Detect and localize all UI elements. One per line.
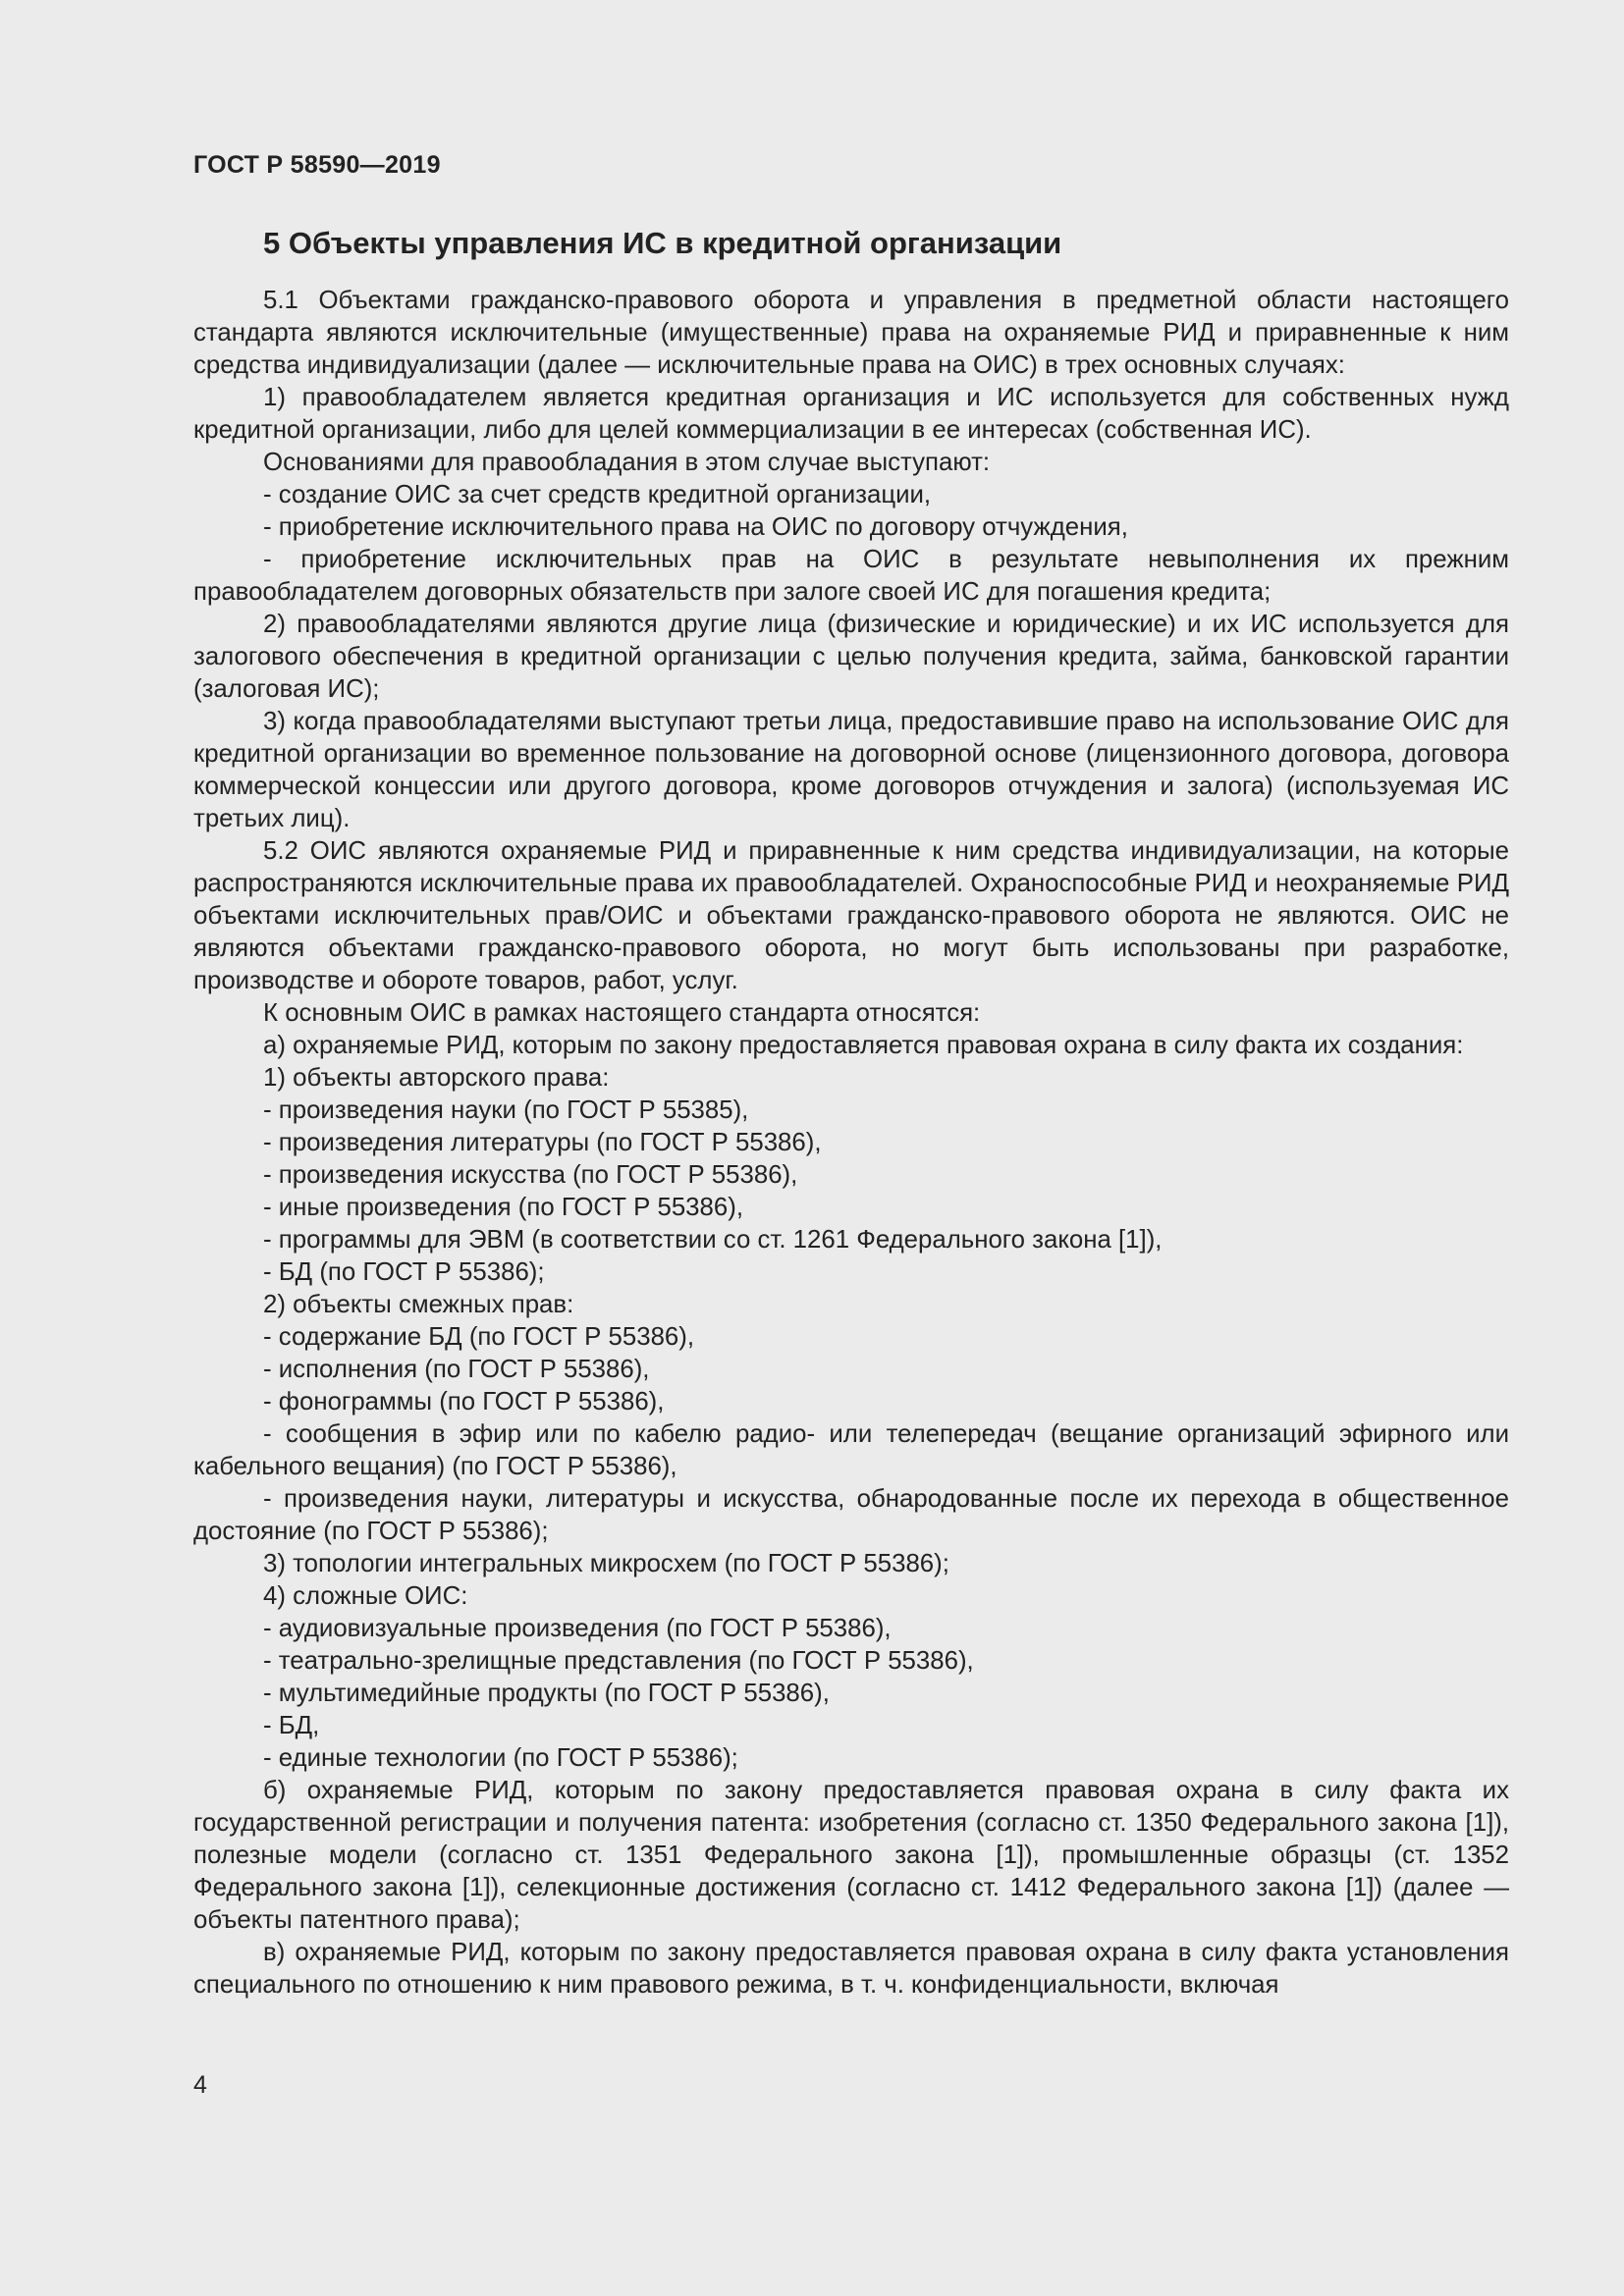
list-item: - иные произведения (по ГОСТ Р 55386), [263, 1194, 743, 1221]
list-item: - единые технологии (по ГОСТ Р 55386); [263, 1744, 738, 1772]
list-item: 2) объекты смежных прав: [263, 1291, 574, 1318]
list-item: - произведения науки (по ГОСТ Р 55385), [263, 1096, 749, 1124]
list-item: 1) правообладателем является кредитная организация и ИС используется для собственных нужд кредитной организации, либо для целей коммерциализации в ее интересах (собственная ИС). [193, 384, 1509, 444]
list-item: - исполнения (по ГОСТ Р 55386), [263, 1356, 650, 1383]
list-item: 1) объекты авторского права: [263, 1064, 610, 1092]
list-item: - БД, [263, 1712, 320, 1739]
list-item: - фонограммы (по ГОСТ Р 55386), [263, 1388, 665, 1415]
standard-code-header: ГОСТ Р 58590—2019 [193, 151, 441, 179]
list-item: б) охраняемые РИД, которым по закону предоставляется правовая охрана в силу факта их государственной регистрации и получения патента: изобретения (согласно ст. 1350 Федерального закона [1]), полезные модели (согласно ст. 1351 Федерального закона [1]), промышленные образцы (ст. 1352 Федерального закона [1]), селекционные достижения (согласно ст. 1412 Федерального закона [1]) (далее — объекты патентного права); [193, 1777, 1509, 1934]
list-item: 3) когда правообладателями выступают третьи лица, предоставившие право на использование ОИС для кредитной организации во временное пользование на договорной основе (лицензионного договора, договора коммерческой концессии или другого договора, кроме договоров отчуждения и залога) (используемая ИС третьих лиц). [193, 708, 1509, 832]
section-title: 5 Объекты управления ИС в кредитной организации [263, 226, 1062, 260]
list-item: а) охраняемые РИД, которым по закону предоставляется правовая охрана в силу факта их создания: [263, 1032, 1464, 1059]
body-text [193, 285, 1509, 2002]
list-item: - приобретение исключительного права на ОИС по договору отчуждения, [263, 513, 1128, 541]
list-item: - программы для ЭВМ (в соответствии со ст. 1261 Федерального закона [1]), [263, 1226, 1163, 1254]
list-item: - содержание БД (по ГОСТ Р 55386), [263, 1323, 695, 1351]
list-item: - БД (по ГОСТ Р 55386); [263, 1258, 545, 1286]
list-item: - аудиовизуальные произведения (по ГОСТ Р 55386), [263, 1615, 892, 1642]
list-item: - произведения науки, литературы и искусства, обнародованные после их перехода в общественное достояние (по ГОСТ Р 55386); [193, 1485, 1509, 1545]
list-item: - театрально-зрелищные представления (по ГОСТ Р 55386), [263, 1647, 974, 1675]
list-item: - произведения литературы (по ГОСТ Р 55386), [263, 1129, 822, 1156]
list-item: в) охраняемые РИД, которым по закону предоставляется правовая охрана в силу факта установления специального по отношению к ним правового режима, в т. ч. конфиденциальности, включая [193, 1939, 1509, 1999]
list-item: - приобретение исключительных прав на ОИС в результате невыполнения их прежним правообладателем договорных обязательств при залоге своей ИС для погашения кредита; [193, 546, 1509, 606]
paragraph: Основаниями для правообладания в этом случае выступают: [263, 449, 991, 476]
page-number: 4 [193, 2071, 207, 2099]
list-item: 4) сложные ОИС: [263, 1582, 468, 1610]
list-item: 3) топологии интегральных микросхем (по ГОСТ Р 55386); [263, 1550, 949, 1577]
list-item: - создание ОИС за счет средств кредитной организации, [263, 481, 932, 508]
list-item: - произведения искусства (по ГОСТ Р 55386), [263, 1161, 798, 1189]
paragraph: 5.1 Объектами гражданско-правового оборота и управления в предметной области настоящего стандарта являются исключительные (имущественные) права на охраняемые РИД и приравненные к ним средства индивидуализации (далее — исключительные права на ОИС) в трех основных случаях: [193, 287, 1509, 379]
paragraph: К основным ОИС в рамках настоящего стандарта относятся: [263, 999, 981, 1027]
paragraph: 5.2 ОИС являются охраняемые РИД и приравненные к ним средства индивидуализации, на которые распространяются исключительные права их правообладателей. Охраноспособные РИД и неохраняемые РИД объектами исключительных прав/ОИС и объектами гражданско-правового оборота не являются. ОИС не являются объектами гражданско-правового оборота, но могут быть использованы при разработке, производстве и обороте товаров, работ, услуг. [193, 837, 1509, 994]
list-item: 2) правообладателями являются другие лица (физические и юридические) и их ИС используется для залогового обеспечения в кредитной организации с целью получения кредита, займа, банковской гарантии (залоговая ИС); [193, 611, 1509, 703]
list-item: - сообщения в эфир или по кабелю радио- или телепередач (вещание организаций эфирного или кабельного вещания) (по ГОСТ Р 55386), [193, 1420, 1509, 1480]
list-item: - мультимедийные продукты (по ГОСТ Р 55386), [263, 1680, 830, 1707]
